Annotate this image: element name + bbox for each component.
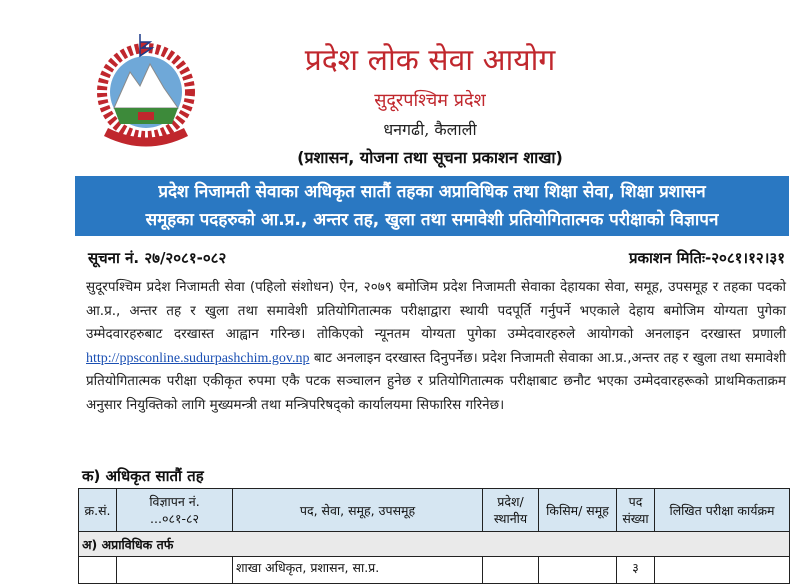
advertisement-title-banner xyxy=(75,176,789,236)
cell-exam xyxy=(655,557,790,584)
banner-line-2: समूहका पदहरुको आ.प्र., अन्तर तह, खुला तथा समावेशी प्रतियोगितात्मक परीक्षाको विज्ञापन xyxy=(145,210,719,230)
vacancy-table xyxy=(78,488,790,584)
notice-body xyxy=(86,276,786,417)
col-header-count-line2: संख्या xyxy=(622,511,649,526)
col-header-count-line1: पद xyxy=(628,494,643,509)
cell-type xyxy=(539,557,617,584)
cell-level xyxy=(483,557,539,584)
col-header-sn: क्र.सं. xyxy=(79,489,117,532)
col-header-exam: लिखित परीक्षा कार्यक्रम xyxy=(655,489,790,532)
branch-name: (प्रशासन, योजना तथा सूचना प्रकाशन शाखा) xyxy=(297,148,563,167)
office-location: धनगढी, कैलाली xyxy=(383,120,477,139)
org-title: प्रदेश लोक सेवा आयोग xyxy=(304,43,556,78)
table-row xyxy=(79,557,790,584)
section-heading: क) अधिकृत सातौं तह xyxy=(82,467,204,485)
col-header-post: पद, सेवा, समूह, उपसमूह xyxy=(233,489,483,532)
col-header-adv-no-line2: ...०८१-८२ xyxy=(150,511,199,526)
col-header-level-line2: स्थानीय xyxy=(493,511,528,526)
body-text-part-1: सुदूरपश्चिम प्रदेश निजामती सेवा (पहिलो संशोधन) ऐन, २०७९ बमोजिम प्रदेश निजामती सेवाका देहायका सेवा, समूह, उपसमूह र तहका पदको आ.प्र., अन्तर तह र खुला तथा समावेशी प्रतियोगितात्मक परीक्षाद्वारा स्थायी पदपूर्ति गर्नुपर्ने भएकाले देहाय बमोजिम योग्यता पुगेका उम्मेदवारहरुबाट दरखास्त आह्वान गरिन्छ। तोकिएको न्यूनतम योग्यता पुगेका उम्मेदवारहरुले आयोगको अनलाइन दरखास्त प्रणाली xyxy=(86,279,786,342)
online-application-link[interactable]: http://ppsconline.sudurpashchim.gov.np xyxy=(86,350,310,366)
col-header-type: किसिम/ समूह xyxy=(539,489,617,532)
banner-line-1: प्रदेश निजामती सेवाका अधिकृत सातौं तहका अप्राविधिक तथा शिक्षा सेवा, शिक्षा प्रशासन xyxy=(158,182,706,202)
body-text-part-2: बाट अनलाइन दरखास्त दिनुपर्नेछ। प्रदेश निजामती सेवाका आ.प्र.,अन्तर तह र खुला तथा समावेशी प्रतियोगितात्मक परीक्षा एकीकृत रुपमा एकै पटक सञ्चालन हुनेछ र प्रतियोगितात्मक परीक्षाबाट छनौट भएका उम्मेदवारहरूको प्राथमिकताक्रम अनुसार नियुक्तिको लागि मुख्यमन्त्री तथा मन्त्रिपरिषद्को कार्यालयमा सिफारिस गरिनेछ। xyxy=(86,349,786,413)
table-header-row xyxy=(79,489,790,532)
cell-count: ३ xyxy=(617,557,655,584)
table-subheading-row xyxy=(79,532,790,557)
province-name: सुदूरपश्चिम प्रदेश xyxy=(374,90,486,111)
col-header-level xyxy=(483,489,539,532)
publication-date: प्रकाशन मितिः-२०८१।१२।३१ xyxy=(628,249,785,267)
col-header-adv-no xyxy=(117,489,233,532)
cell-post: शाखा अधिकृत, प्रशासन, सा.प्र. xyxy=(233,557,483,584)
table-subheading: अ) अप्राविधिक तर्फ xyxy=(79,532,790,557)
col-header-level-line1: प्रदेश/ xyxy=(497,494,524,509)
cell-sn xyxy=(79,557,117,584)
col-header-adv-no-line1: विज्ञापन नं. xyxy=(149,494,200,509)
cell-adv-no xyxy=(117,557,233,584)
government-emblem xyxy=(80,28,212,158)
col-header-count xyxy=(617,489,655,532)
notice-number: सूचना नं. २७/२०८१-०८२ xyxy=(88,249,227,267)
